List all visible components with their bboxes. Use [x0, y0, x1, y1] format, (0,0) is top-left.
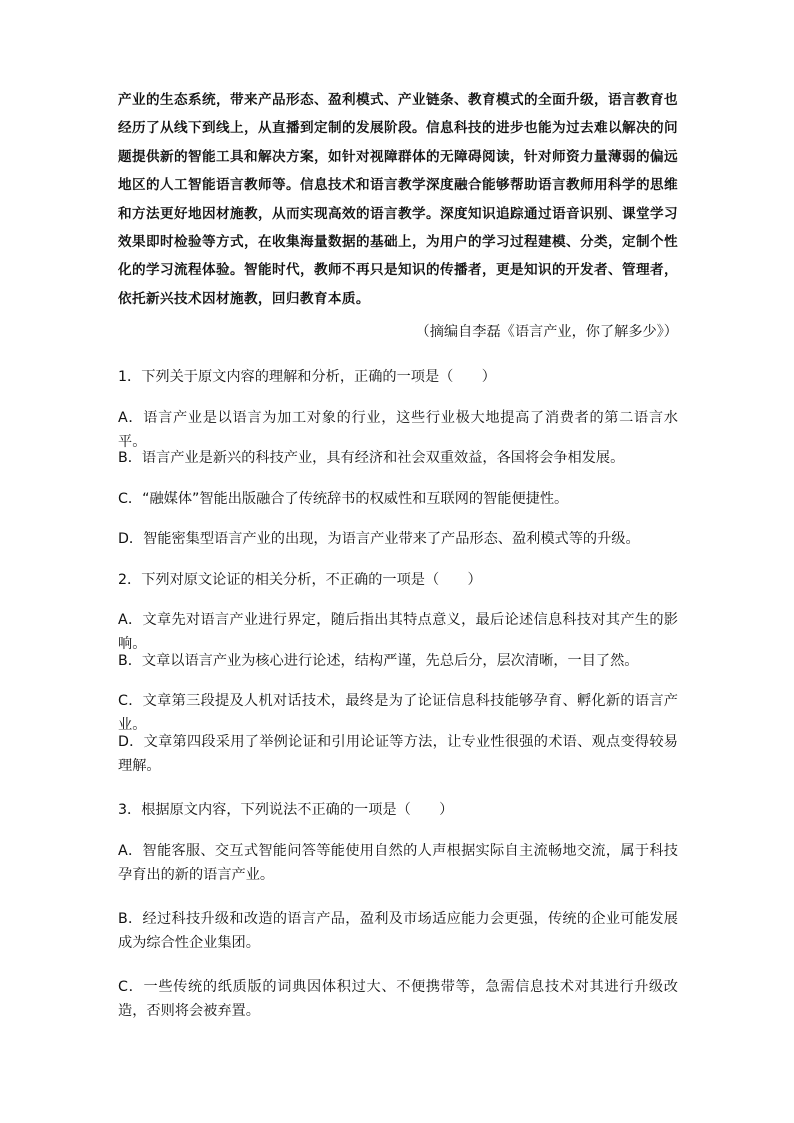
question-1-option-a: A．语言产业是以语言为加工对象的行业，这些行业极大地提高了消费者的第二语言水平。 — [118, 410, 678, 450]
question-3-stem: 3．根据原文内容，下列说法不正确的一项是（ ） — [118, 802, 454, 818]
question-1-option-c: C．“融媒体”智能出版融合了传统辞书的权威性和互联网的智能便捷性。 — [118, 491, 569, 507]
question-2-stem: 2．下列对原文论证的相关分析，不正确的一项是（ ） — [118, 572, 482, 588]
question-2-option-d: D．文章第四段采用了举例论证和引用论证等方法，让专业性很强的术语、观点变得较易理解。 — [118, 734, 678, 774]
question-2-option-a: A．文章先对语言产业进行界定，随后指出其特点意义，最后论述信息科技对其产生的影响。 — [118, 612, 678, 652]
question-3-option-a: A．智能客服、交互式智能问答等能使用自然的人声根据实际自主流畅地交流，属于科技孕育出的新的语言产业。 — [118, 843, 678, 883]
reading-passage: 产业的生态系统，带来产品形态、盈利模式、产业链条、教育模式的全面升级，语言教育也经历了从线下到线上，从直播到定制的发展阶段。信息科技的进步也能为过去难以解决的问题提供新的智能工具和解决方案，如针对视障群体的无障碍阅读，针对师资力量薄弱的偏远地区的人工智能语言教师等。信息技术和语言教学深度融合能够帮助语言教师用科学的思维和方法更好地因材施教，从而实现高效的语言教学。深度知识追踪通过语音识别、课堂学习效果即时检验等方式，在收集海量数据的基础上，为用户的学习过程建模、分类，定制个性化的学习流程体验。智能时代，教师不再只是知识的传播者，更是知识的开发者、管理者，依托新兴技术因材施教，回归教育本质。 — [118, 92, 678, 307]
question-2-option-b: B．文章以语言产业为核心进行论述，结构严谨，先总后分，层次清晰，一目了然。 — [118, 653, 639, 669]
question-1-option-d: D．智能密集型语言产业的出现，为语言产业带来了产品形态、盈利模式等的升级。 — [118, 531, 640, 547]
question-1-stem: 1．下列关于原文内容的理解和分析，正确的一项是（ ） — [118, 369, 496, 385]
question-3-option-b: B．经过科技升级和改造的语言产品，盈利及市场适应能力会更强，传统的企业可能发展成为综合性企业集团。 — [118, 911, 678, 951]
question-2-option-c: C．文章第三段提及人机对话技术，最终是为了论证信息科技能够孕育、孵化新的语言产业。 — [118, 693, 678, 733]
passage-source: （摘编自李磊《语言产业，你了解多少》） — [415, 324, 678, 340]
question-1-option-b: B．语言产业是新兴的科技产业，具有经济和社会双重效益，各国将会争相发展。 — [118, 450, 625, 466]
question-3-option-c: C．一些传统的纸质版的词典因体积过大、不便携带等，急需信息技术对其进行升级改造，否则将会被弃置。 — [118, 979, 678, 1019]
